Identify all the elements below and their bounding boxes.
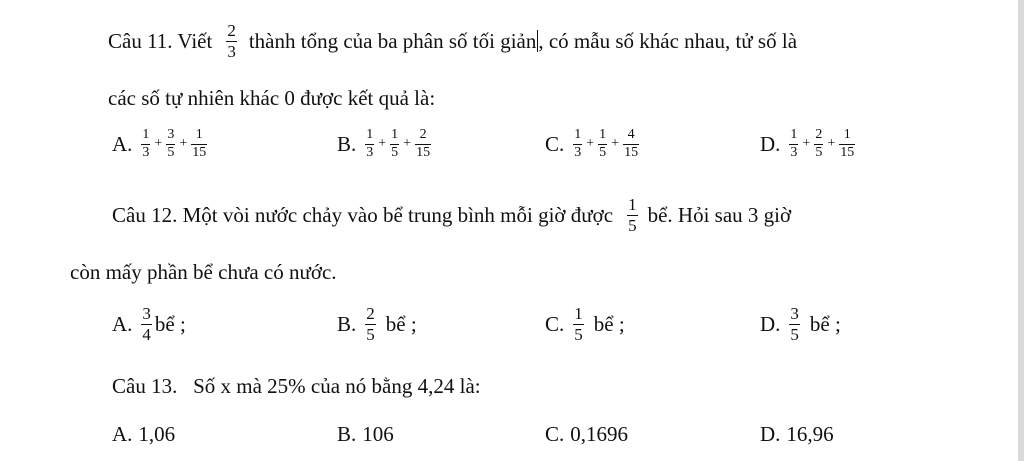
q13-option-a <box>112 422 175 447</box>
fraction-den: 4 <box>142 324 151 344</box>
option-letter: D. <box>760 311 781 336</box>
q12-option-b <box>337 305 417 344</box>
q12-prefix: Câu 12. Một vòi nước chảy vào bể trung bình mỗi giờ được <box>112 202 614 227</box>
fraction-den: 5 <box>167 144 175 160</box>
fraction-den: 15 <box>840 144 855 160</box>
q11-option-b <box>337 128 434 160</box>
fraction <box>573 305 584 344</box>
fraction <box>789 128 798 160</box>
q11-fraction <box>226 22 237 61</box>
fraction-den: 3 <box>790 144 798 160</box>
q12-option-a <box>112 305 186 344</box>
q12-option-d <box>760 305 841 344</box>
fraction-den: 15 <box>192 144 207 160</box>
q13-option-d <box>760 422 834 447</box>
fraction <box>839 128 855 160</box>
fraction-num: 1 <box>142 127 150 142</box>
option-suffix: bể ; <box>593 311 625 336</box>
fraction-den: 5 <box>815 144 823 160</box>
fraction-den: 5 <box>391 144 399 160</box>
plus-sign: + <box>827 136 836 152</box>
q12-line2 <box>70 262 337 283</box>
fraction <box>573 128 582 160</box>
fraction <box>623 128 639 160</box>
option-value: 106 <box>362 422 394 446</box>
q13-text: Câu 13. Số x mà 25% của nó bằng 4,24 là: <box>112 374 481 398</box>
plus-sign: + <box>154 136 163 152</box>
fraction-num: 1 <box>391 127 399 142</box>
option-letter: A. <box>112 422 133 446</box>
q11-option-a <box>112 128 210 160</box>
fraction-den: 3 <box>142 144 150 160</box>
fraction-den: 15 <box>416 144 431 160</box>
fraction <box>814 128 823 160</box>
fraction <box>789 305 800 344</box>
q11-line1-text-a: thành tổng của ba phân số tối giản <box>248 28 537 53</box>
fraction-num: 2 <box>366 304 375 323</box>
option-suffix: bể ; <box>154 311 186 336</box>
option-value: 16,96 <box>786 422 834 446</box>
q12-option-c <box>545 305 625 344</box>
fraction-num: 3 <box>167 127 175 142</box>
q11-line1-text-b: , có mẫu số khác nhau, tử số là <box>538 28 798 53</box>
fraction-den: 15 <box>624 144 639 160</box>
option-letter: B. <box>337 422 357 446</box>
fraction-num: 3 <box>790 304 799 323</box>
fraction <box>598 128 607 160</box>
q13-line <box>112 376 481 397</box>
fraction <box>166 128 175 160</box>
option-letter: A. <box>112 311 133 336</box>
fraction <box>365 128 374 160</box>
plus-sign: + <box>403 136 412 152</box>
fraction-num: 4 <box>627 127 635 142</box>
fraction <box>365 305 376 344</box>
option-suffix: bể ; <box>809 311 841 336</box>
fraction <box>141 305 152 344</box>
fraction-den: 5 <box>574 324 583 344</box>
q11-fraction-num: 2 <box>227 21 236 40</box>
fraction-num: 1 <box>366 127 374 142</box>
option-value: 0,1696 <box>570 422 629 446</box>
fraction <box>390 128 399 160</box>
option-letter: D. <box>760 422 781 446</box>
fraction-den: 5 <box>599 144 607 160</box>
q11-line2-text: các số tự nhiên khác 0 được kết quả là: <box>108 86 436 110</box>
q11-option-c <box>545 128 642 160</box>
q13-option-c <box>545 422 628 447</box>
fraction-den: 5 <box>628 215 637 235</box>
fraction-den: 5 <box>366 324 375 344</box>
q13-option-b <box>337 422 394 447</box>
fraction <box>141 128 150 160</box>
fraction-num: 2 <box>815 127 823 142</box>
option-letter: A. <box>112 131 133 156</box>
fraction-num: 1 <box>599 127 607 142</box>
option-letter: B. <box>337 311 357 336</box>
fraction-num: 3 <box>142 304 151 323</box>
q12-line2-text: còn mấy phần bể chưa có nước. <box>70 260 337 284</box>
q11-line1 <box>108 22 797 61</box>
q11-prefix: Câu 11. Viết <box>108 28 213 53</box>
plus-sign: + <box>586 136 595 152</box>
q11-fraction-den: 3 <box>227 41 236 61</box>
option-letter: D. <box>760 131 781 156</box>
option-letter: C. <box>545 131 565 156</box>
fraction-num: 1 <box>628 195 637 214</box>
fraction-num: 2 <box>419 127 427 142</box>
q11-line2 <box>108 88 435 109</box>
q12-line1 <box>112 196 791 235</box>
plus-sign: + <box>611 136 620 152</box>
fraction-den: 3 <box>366 144 374 160</box>
fraction-num: 1 <box>195 127 203 142</box>
fraction-num: 1 <box>790 127 798 142</box>
option-letter: C. <box>545 422 565 446</box>
plus-sign: + <box>378 136 387 152</box>
fraction <box>415 128 431 160</box>
fraction-num: 1 <box>574 127 582 142</box>
window-edge-bar <box>1018 0 1024 461</box>
q12-fraction <box>627 196 638 235</box>
fraction <box>191 128 207 160</box>
fraction-den: 3 <box>574 144 582 160</box>
option-value: 1,06 <box>138 422 176 446</box>
option-suffix: bể ; <box>385 311 417 336</box>
q11-option-d <box>760 128 858 160</box>
option-letter: C. <box>545 311 565 336</box>
fraction-num: 1 <box>843 127 851 142</box>
plus-sign: + <box>802 136 811 152</box>
fraction-num: 1 <box>574 304 583 323</box>
q12-line1-rest: bể. Hỏi sau 3 giờ <box>647 202 792 227</box>
fraction-den: 5 <box>790 324 799 344</box>
plus-sign: + <box>179 136 188 152</box>
option-letter: B. <box>337 131 357 156</box>
